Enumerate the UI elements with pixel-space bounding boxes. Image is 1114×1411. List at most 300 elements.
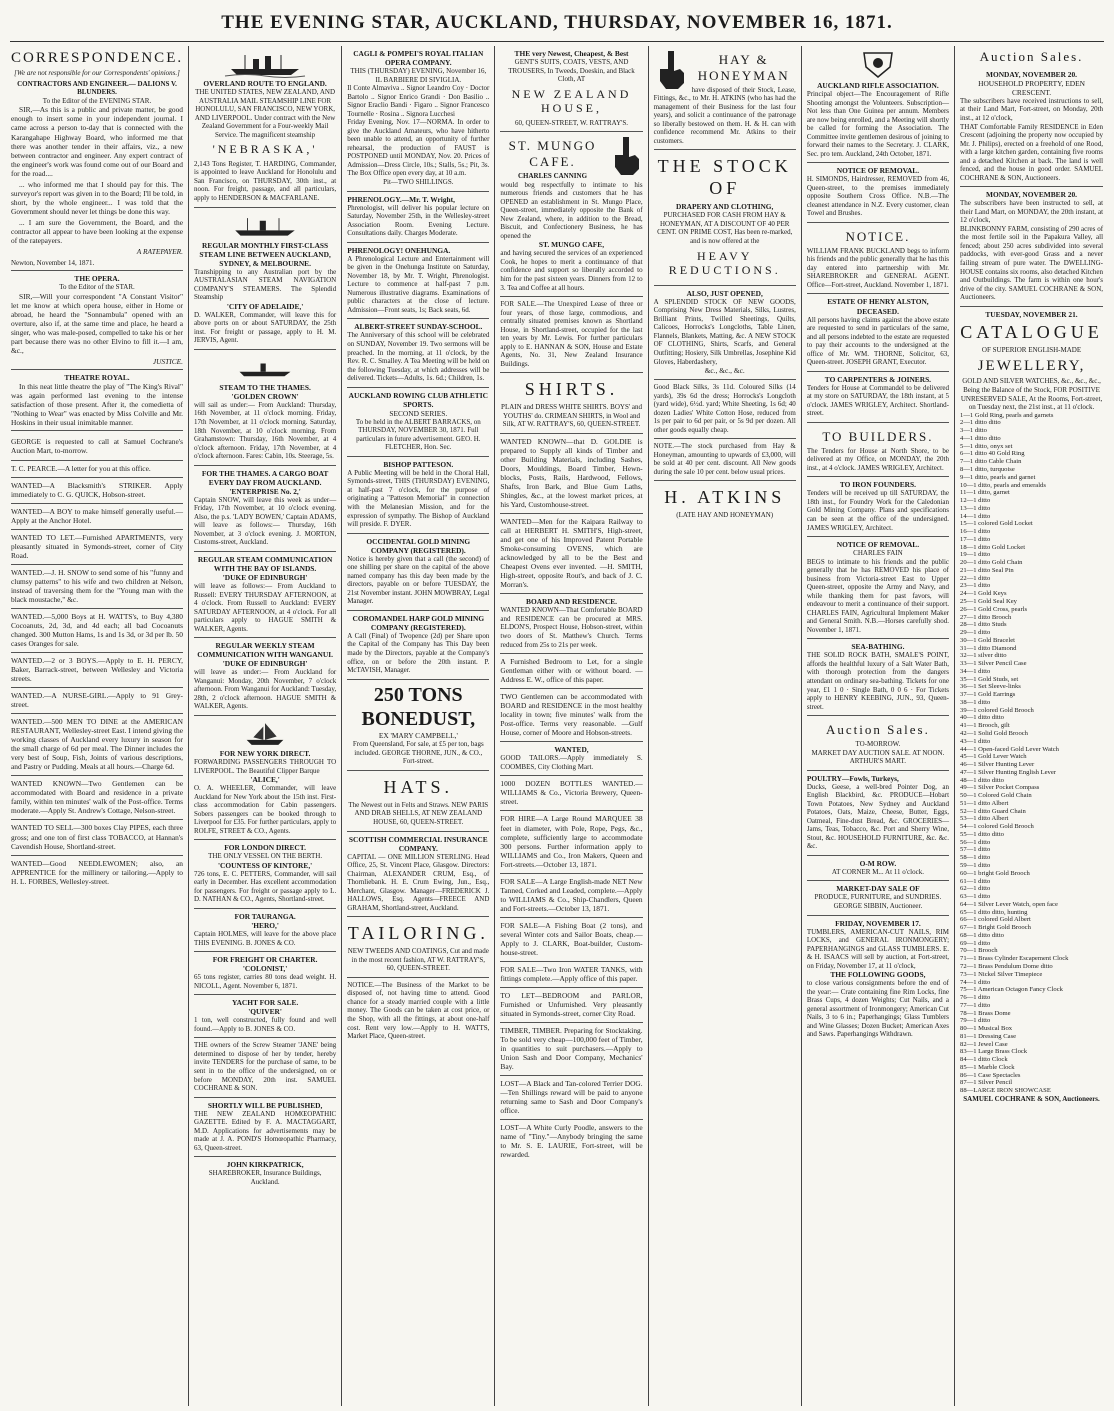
auction-ad [807,856,949,882]
lot-item: 15—1 colored Gold Locket [960,520,1033,528]
ad-title: ST. MUNGO CAFE. [508,138,597,170]
classified-ad: FOR SALE—A Fishing Boat (2 tons), and several Winter cots and Sailor Boats, cheap.—Apply to J. CLARK, Boat-builder, Custom-house-street. [500,918,642,962]
mining-ad [347,611,489,680]
ad-detail: 65 tons register, carries 80 tons dead weight. H. NICOLL, Agent. November 6, 1871. [194,973,337,990]
disclaimer: [We are not responsible for our Correspondents' opinions.] [14,69,180,78]
ad-body: THE owners of the Screw Steamer 'JANE' being determined to dispose of her by tender, hereby invite TENDERS for the purchase of same, to be sent in to the office of the undersigned, on or before MONDAY, 20th inst. SAMUEL COCHRANE & SON. [194,1041,337,1093]
ad-body: THE SOLID ROCK BATH, SMALE'S POINT, affords the healthful luxury of a Salt Water Bath, with thorough protection from the dangers attendant on ordinary sea-bathing. Tickets for one year, £1 1 0 · Single Bath, 0 0 6 · For Tickets apply to HENRY KEEBING, JUN., 93, Queen-street. [806,651,950,711]
lot-item: 53—1 ditto Albert [960,815,1009,823]
ad-detail: Captain HOLMES, will leave for the above place THIS EVENING. B. JONES & CO. [194,930,337,947]
ad-body: The Anniversary of this school will be celebrated on SUNDAY, November 19. Two sermons will be preached. In the morning, at 11 o'clock, by the Rev. R. C. Smalley. A Tea Meeting will be held on the following Tuesday, at which addresses will be delivered. Tickets—Adults, 1s. 6d.; Children, 1s. [347,331,490,383]
ship-name: 'GOLDEN CROWN' [231,391,299,401]
steamship-icon [230,213,300,239]
lot-item: 64—1 Silver Lever Watch, open face [960,900,1058,908]
lot-item: 33—1 Silver Pencil Case [960,660,1027,668]
ship-name: 'HERO,' [251,921,279,931]
lot-item: 19—1 ditto [960,551,991,559]
lecture-ad [347,243,489,320]
lot-item: 71—1 Brass Cylinder Escapement Clock [960,955,1069,963]
ad-title: HATS. [383,776,454,797]
ad-detail: Captain SNOW, will leave this week as under— Friday, 17th November, at 10 o'clock evening. Also, the p.s. 'LADY BOWEN,' Captain ADAMS, will leave as follows:— Thursday, 16th November, at 3 o'clock evening. J. MORTON, Customs-street, Auckland. [194,495,337,547]
columns [6,46,1108,1406]
store-address: 60, QUEEN-STREET, W. RATTRAY'S. [514,118,629,127]
shipping-ad [194,350,336,466]
lot-item: 46—1 Silver Hunting Lever [960,761,1035,769]
ad-detail: O. A. WHEELER, Commander, will leave Auckland for New York about the 15th inst. First-class accommodation for Cabin passengers. Sobers passengers can be booked through to Liverpool for £35. For further particulars, apply to ROLFE, STREET & CO., Agents. [194,784,337,835]
ad-title: O-M ROW. [859,858,897,868]
lot-item: 28—1 ditto Studs [960,621,1007,629]
publication-ad [194,1098,336,1158]
ad-title: REGULAR WEEKLY STEAM COMMUNICATION WITH WANGANUI. [197,641,333,660]
lot-item: 8—1 ditto, turquoise [960,465,1015,473]
ad-sub: THE FOLLOWING GOODS, [830,970,926,980]
ad-detail: will leave as follows:— From Auckland to Russell: EVERY THURSDAY AFTERNOON, at 4 o'clock. From Russell to Auckland: EVERY SATURDAY AFTERNOON, at 4 o'clock. For all particulars apply to HAGUE SMITH & WALKER, Agents. [194,582,337,633]
ship-name: 'DUKE OF EDINBURGH' [222,659,308,669]
ad-title: NOTICE OF REMOVAL. [836,166,920,176]
ad-detail: THAT Comfortable Family RESIDENCE in Eden Crescent (adjoining the property now occupied by Mr. J. Philips), erected on a freehold of one Rood, with a large kitchen garden, containing five rooms and a detached Kitchen at back. The land is well fenced, and the house in good order. SAMUEL COCHRANE & SON, Auctioneers. [960,122,1104,182]
ad-title: FOR TAURANGA. [234,912,296,921]
lot-item: 13—1 ditto [960,504,991,512]
lot-item: 87—1 Silver Pencil [960,1079,1013,1087]
ad-body: All persons having claims against the above estate are requested to send in particulars of the same, and all persons indebted to the estate are requested to pay their accounts to the undersigned at the office of Mr. WM. THORNE, Solicitor, 63, Queen-street. JOSEPH GRANT, Executor. [806,315,950,367]
lot-item: 21—1 ditto Seal Pin [960,566,1014,574]
ad-body: BEGS to intimate to his friends and the public generally that he has REMOVED his place of business from Victoria-street East to Upper Queen-street, opposite the Army and Navy, and while thanking them for past favors, will endeavour to merit a continuance of their support. CHARLES FAIN, Agricultural Implement Maker and General Smith. N.B.—Horses carefully shod. November 1, 1871. [806,557,950,634]
ad-body: Tenders for House at Cornmandel to be delivered at my store on SATURDAY, the 18th instant, at 5 o'clock. JAMES WRIGLEY, Architect. Shortland-street. [806,383,950,418]
lot-item: 47—1 Silver Hunting English Lever [960,768,1056,776]
lot-item: 35—1 Gold Studs, set [960,675,1019,683]
ad-title: BOARD AND RESIDENCE. [526,597,617,607]
ship-name: 'COLONIST,' [242,964,288,974]
lot-item: 84—1 ditto Clock [960,1056,1008,1064]
ad-title: SCOTTISH COMMERCIAL INSURANCE COMPANY. [348,834,488,853]
lot-item: 51—1 ditto Albert [960,799,1009,807]
new-goods-ad [654,286,796,380]
ad-body: THIS (THURSDAY) EVENING, November 16, IL BARBIERE DI SIVIGLIA. [350,67,487,84]
ad-body: GOOD TAILORS.—Apply immediately S. COOMBES, City Clothing Mart. [500,754,643,771]
ad-title: SEA-BATHING. [851,642,905,652]
auction-ad [960,187,1103,306]
cast-list: Il Conte Almaviva .. Signor Leandro Coy · Doctor Bartolo .. Signor Enrico Grandi · Don Basilio .. Signor Eraclio Bandi · Figaro .. Signor Francesco Tournelle · Rosina .. Signora Lucchesi [347,84,490,118]
lot-item: 65—1 ditto ditto, hunting [960,908,1028,916]
ad-title: TAILORING. [347,923,489,944]
ad-detail: and having secured the services of an experienced Cook, he hopes to merit a continuance of that confidence and support so liberally accorded to him for the past sixteen years. Dinners from 12 to 3. Tea and Coffee at all hours. [500,249,643,292]
lot-item: 25—1 Gold Seal Key [960,597,1017,605]
ad-title: CAGLI & POMPEI'S ROYAL ITALIAN OPERA COMPANY. [353,49,484,68]
classified-ad: T. C. PEARCE.—A letter for you at this office. [11,461,183,478]
board-ad [500,594,642,654]
lot-item: 37—1 Gold Earrings [960,691,1016,699]
lot-item: 9—1 ditto, pearls and garnet [960,473,1036,481]
lot-item: 49—1 Silver Pocket Compass [960,784,1040,792]
lot-item: 67—1 Bright Gold Brooch [960,924,1031,932]
classified-ad: WANTED TO SELL—300 boxes Clay PIPES, each three gross; and one ton of first class TOBACCO, at Hannan's Cavendish House, Shortland-street. [11,820,183,855]
letter2-title: THE OPERA. [74,274,120,284]
auction-ad [807,716,949,770]
column-4 [495,46,648,1406]
ad-body: The subscribers have been instructed to sell, at their Land Mart, on MONDAY, the 20th instant, at 12 o'clock, [960,199,1104,225]
letter1-signature: A RATEPAYER. [136,246,183,256]
classified-ad: LOST—A Black and Tan-colored Terrier DOG.—Ten Shillings reward will be paid to anyone returning same to Sash and Door Company's office. [500,1076,642,1120]
lot-item: 39—1 colored Gold Brooch [960,706,1034,714]
shipping-ad [194,466,336,552]
ad-body: Tenders will be received up till SATURDAY, the 18th inst., for Foundry Work for the Caledonian Gold Mining Company. Plans and specifications can be seen at the office of the undersigned. JAMES WRIGLEY, Architect. [806,489,950,532]
classified-ad: WANTED.—500 MEN TO DINE at the AMERICAN RESTAURANT, Wellesley-street East. I intend giving the working classes of Auckland every luxury in season for the small charge of 6d per meal. The Dinner includes the very best of Soup, Fish, Joints of various descriptions, and Pastry or Pudding. Meals at all hours.—Charge 6d. [11,714,183,776]
ad-body: FORWARDING PASSENGERS THROUGH TO LIVERPOOL. The Beautiful Clipper Barque [194,758,337,775]
school-ad [347,319,489,387]
lot-item: 22—1 ditto [960,574,991,582]
ad-title: NOTICE. [845,228,911,244]
signature-ad [654,481,796,523]
ad-title: HAY & HONEYMAN [697,52,790,83]
classified-ad: WANTED.—A NURSE-GIRL.—Apply to 91 Grey-street. [11,688,183,714]
pointing-hand-icon [609,135,643,177]
ad-title: SHIRTS. [524,379,619,400]
lot-item: 61—1 ditto [960,877,991,885]
lot-item: 83—1 Large Brass Clock [960,1048,1028,1056]
tender-ad [807,477,949,537]
ad-body: Phrenologist, will deliver his popular lecture on Saturday, November 25th, in the Wellesley-street Association Room. Evening Lecture. Consultations daily. Charges Moderate. [347,203,490,238]
ad-body: AT CORNER M... At 11 o'clock. [831,867,924,876]
lot-item: 17—1 ditto [960,535,991,543]
lot-item: 73—1 Nickel Silver Timepiece [960,970,1043,978]
lot-item: 6—1 ditto 40 Gold Ring [960,450,1025,458]
letter2-to: To the Editor of the STAR. [59,283,135,292]
ad-title: BISHOP PATTESON. [383,459,454,469]
lot-item: 52—1 ditto Guard Chain [960,807,1026,815]
ad-title: ESTATE OF HENRY ALSTON, DECEASED. [827,297,929,316]
ad-sub: THE ONLY VESSEL ON THE BERTH. [208,852,323,861]
ad-title: THE very Newest, Cheapest, & Best [514,49,629,58]
ad-detail: D. WALKER, Commander, will leave this for above ports on or about SATURDAY, the 25th inst. For freight or passage, apply to H. M. JERVIS, Agent. [194,310,337,345]
ad-body: The subscribers have received instructions to sell, at their Land Mart, Fort-street, on Monday, 20th inst., at 12 o'clock, [960,96,1104,123]
ad-title: YACHT FOR SALE. [231,998,299,1008]
ad-body: Ducks, Geese, a well-bred Pointer Dog, an English Blackbird, &c. PRODUCE—Hobart Town Potatoes, New Sydney and Auckland Potatoes, Oats, Maize, Cheese, Butter, Eggs, Oatmeal, Fine-dust Bread, &c. GROCERIES—Jams, Teas, Tobacco, &c. Port and Sherry Wine, Stout, &c. HOUSEHOLD FURNITURE, &c. &c. &c. [806,782,950,851]
ad-detail: 726 tons, E. C. PETTERS, Commander, will sail early in December. Has excellent accommodation for passengers. For freight or passage apply to L. D. NATHAN & CO., Agents, Shortland-street. [194,869,337,904]
ship-name: 'ENTERPRISE No. 2,' [229,486,301,496]
theatre-body: In this neat little theatre the play of "The King's Rival" was again performed last evening to the intense satisfaction of those present. After it, the comedietta of "Nothing to Wear" was enacted by Miss Colville and Mr. Hoskins in their usual inimitable manner. [11,382,183,428]
ad-title: REGULAR STEAM COMMUNICATION WITH THE BAY OF ISLANDS. [197,554,333,573]
pointing-hand-icon [654,49,688,91]
classified-ad: WANTED—Good NEEDLEWOMEN; also, an APPRENTICE for the millinery or tailoring.—Apply to H. L. FORBES, Wellesley-street. [11,858,183,886]
lot-item: 57—1 ditto [960,846,991,854]
ad-title: POULTRY—Fowls, Turkeys, [806,773,899,783]
ad-detail: BLINKBONNY FARM, consisting of 290 acres of the most fertile soil in the Papakura Valley, all fenced; about 250 acres subdivided into several paddocks, with ever-good Grass and a never failing stream of pure water. The DWELLING-HOUSE contains six rooms, also detached Kitchen and Outbuildings. The farm is within one hour's drive of the city. SAMUEL COCHRANE & SON, Auctioneers. [960,224,1104,302]
lot-item: 85—1 Marble Clock [960,1063,1015,1071]
ad-body: THE NEW ZEALAND HOMŒOPATHIC GAZETTE. Edited by F. A. MACTAGGART, M.D. Applications for advertisements may be made at J. A. POND'S Homœopathic Pharmacy, 63, Queen-street. [194,1109,337,1152]
ad-title: ALSO, JUST OPENED, [686,288,763,298]
classified-ad: WANTED.—2 or 3 BOYS.—Apply to E. H. PERCY, Baker, Barrack-street, between Wellesley and Victoria streets. [11,653,183,688]
lot-item: 18—1 ditto Gold Locket [960,543,1026,551]
ad-body: From Queensland, For sale, at £5 per ton, bags included. GEORGE THORNE, JUN., & CO., Fort-street. [352,740,484,766]
classified-ad: TWO Gentlemen can be accommodated with BOARD and RESIDENCE in the most healthy locality in town; five minutes' walk from the Post-office. Terms very reasonable. —Gulf House, corner of Moore and Hobson-streets. [500,689,642,742]
ad-sub: (LATE HAY AND HONEYMAN) [676,511,774,520]
ironmongery-ad [807,916,949,1043]
ad-body: To be held in the ALBERT BARRACKS, on THURSDAY, NOVEMBER 30, 1871. Full particulars in future advertisement. GEO. H. FLETCHER, Hon. Sec. [355,417,481,452]
lot-item: 56—1 ditto [960,838,991,846]
auction-sales-heading: Auction Sales. [979,49,1084,64]
ad-body: The Newest out in Felts and Straws. NEW PARIS AND DRAB SHELLS, AT NEW ZEALAND HOUSE, 60, QUEEN-STREET. [348,800,489,826]
tailoring-ad [347,917,489,978]
opera-ad [347,46,489,192]
lot-item: 26—1 Gold Cross, pearls [960,605,1028,613]
ad-title: OVERLAND ROUTE TO ENGLAND. [203,79,327,88]
ad-title: 250 TONS BONEDUST, [361,683,476,730]
ship-name: 'DUKE OF EDINBURGH' [222,573,308,582]
column-1 [6,46,189,1406]
lot-item: 12—1 ditto [960,497,991,505]
classified-ad: WANTED—A Blacksmith's STRIKER. Apply immediately to C. G. QUICK, Hobson-street. [11,478,183,504]
ad-body: A Public Meeting will be held in the Choral Hall, Symonds-street, THIS (THURSDAY) EVENING, at half-past 7 o'clock, for the purpose of originating a "Patteson Memorial" in connection with the Melanesian Mission, and for the expression of sympathy. The Bishop of Auckland will preside. F. DYER. [347,468,490,529]
ad-title: JOHN KIRKPATRICK, [226,1160,304,1170]
shipping-ad [194,952,336,995]
ad-title: MARKET-DAY SALE OF [836,884,920,894]
lot-item: 27—1 ditto Brooch [960,613,1012,621]
section-title: Auction Sales. [826,722,930,738]
lot-item: 80—1 Musical Box [960,1025,1013,1033]
classified-ad: A Furnished Bedroom to Let, for a single Gentleman either with or without board. —Address E. W., office of this paper. [500,654,642,689]
lot-item: 2—1 ditto ditto [960,419,1001,427]
column-7 [955,46,1108,1406]
classified-ad: WANTED TO LET.—Furnished APARTMENTS, very pleasantly situated in Symonds-street, corner of City Road. [11,530,183,565]
classified-ad: TO LET—BEDROOM and PARLOR, Furnished or Unfurnished. Very pleasantly situated in Symonds-street, corner City Road. [500,988,642,1023]
lot-item: 24—1 Gold Keys [960,590,1007,598]
lot-item: 43—1 ditto [960,737,991,745]
tender-ad [807,423,949,477]
ad-sub: HOUSEHOLD PROPERTY, EDEN CRESCENT. [978,78,1085,97]
ad-sub: ST. MUNGO CAFE, [538,240,605,250]
lot-item: 11—1 ditto, garnet [960,489,1010,497]
ad-body: A SPLENDID STOCK OF NEW GOODS, Comprising New Dress Materials, Silks, Lustres, Brilliant Prints, Twilled Sheetings, Quilts, Calicoes, Horrocks's Longcloths, Table Linen, Flannels, Blankets, Matting, &c. A NEW STOCK OF CLOTHING, Shirts, Scarfs, and General Outfitting; Hosiery, Silk Umbrellas, Josephine Kid Gloves, Haberdashery, [653,297,796,366]
letter1-paragraph: ... who informed me that I should pay for this. The surveyor's report was given in to the Board; I'll be told, in short, by the whole engineer... I was told that the Government should never let things be done this way. [11,179,183,216]
lot-item: 63—1 ditto [960,893,991,901]
classified-ad: LOST—A White Curly Poodle, answers to the name of "Tiny."—Anybody bringing the same to Mr. S. E. LAURIE, Fort-street, will be rewarded. [500,1123,643,1160]
shipping-ad [194,840,336,909]
letter1-title: CONTRACTORS AND ENGINEER.— DALIONS V. BLUNDERS. [17,79,177,97]
ad-body: TUMBLERS, AMERICAN-CUT NAILS, RIM LOCKS, and GENERAL IRONMONGERY; PAPERHANGINGS and GLASS TUMBLERS. E. & H. ISAACS will sell by auction, at Fort-street, on Friday, November 17, at 11 o'clock, [806,927,950,970]
ad-body: Notice is hereby given that a call (the second) of one shilling per share on the capital of the above named company has this day been made by the directors, payable on or before TUESDAY, the 21st November instant. JOHN MOWBRAY, Legal Manager. [347,554,490,606]
lot-item: 16—1 ditto [960,528,991,536]
classified-ad: WANTED KNOWN—Two Gentlemen can be accommodated with Board and residence in a private family, within ten minutes' walk of the Post-office. Terms moderate.—Apply St. Andrew's Cottage, Nelson-street. [11,776,183,820]
ad-title: TO IRON FOUNDERS. [839,480,916,490]
lot-item: 70—1 Brooch [960,947,998,955]
ad-sub: OF SUPERIOR ENGLISH-MADE [981,345,1082,354]
lot-item: 40—1 ditto ditto [960,714,1004,722]
crest-icon [860,49,896,79]
correspondence-heading: CORRESPONDENCE. [11,50,184,66]
ad-title: STEAM TO THE THAMES. [219,382,311,392]
lot-item: 30—1 Gold Bracelet [960,636,1015,644]
ad-detail: will sail as under:— From Auckland: Thursday, 16th November, at 11 o'clock morning. Friday, 17th November, at 11 o'clock morning. Saturday, 18th November, at 10 o'clock morning. From Grahamstown: Thursday, 16th November, at 4 o'clock afternoon. Friday, 17th November, at 4 o'clock afternoon. Fares: Cabin, 10s. Steerage, 5s. [194,400,337,461]
sports-ad [347,388,489,457]
lot-item: 50—1 Colored Gold Chain [960,792,1032,800]
letter1-paragraph: SIR,—As this is a public and private matter, be good enough to insert some in your independent journal. I came across a person to-day that is connected with the Karangahape Highway Board, who informed me that there was another tender in their affairs, viz., a new between contractor and engineer. Any expert contract of the engineer's work was found come out of our Board and for the road.... [11,105,183,178]
lot-item: 23—1 ditto [960,582,991,590]
ad-sub: Pit—TWO SHILLINGS. [383,177,454,186]
ad-title: FOR FREIGHT OR CHARTER. [212,955,318,965]
ad-body: Transhipping to any Australian port by the AUSTRALASIAN STEAM NAVIGATION COMPANY'S STEAMERS. The Splendid Steamship [194,267,337,302]
ad-detail: Friday Evening, Nov. 17—NORMA. In order to give the Auckland Amateurs, who have hitherto been unable to attend, an opportunity of further rehearsal, the production of FAUST is POSTPONED until MONDAY, Nov. 20. Prices of Admission—Dress Circle, 10s.; Stalls, 5s.; Pit, 3s. The Box Office open every day, at 10 a.m. [347,118,490,178]
lot-list [960,412,1103,1095]
ad-body: PURCHASED FOR CASH FROM HAY & HONEYMAN, AT A DISCOUNT OF 40 PER CENT. ON PRIME COST, Has been re-marked, and is now offered at the [657,211,793,245]
ad-detail: 2,143 Tons Register, T. HARDING, Commander, is appointed to leave Auckland for Honolulu and San Francisco, on THURSDAY, 30th inst., at noon. For freight, passage, and all particulars, apply to HENDERSON & MACFARLANE. [194,159,337,202]
ad-body: would beg respectfully to intimate to his numerous friends and customers that he has OPENED an establishment in St. Mungo Place, Queen-street, immediately opposite the Bank of New Zealand, where, in addition to the Bread, Biscuit, and Confectionery Business, he has opened the [500,180,643,240]
lot-item: 81—1 Dressing Case [960,1032,1017,1040]
insurance-ad [347,832,489,918]
shipping-ad [194,909,336,952]
cafe-ad [500,132,642,297]
ad-title: REGULAR MONTHLY FIRST-CLASS STEAM LINE BETWEEN AUCKLAND, SYDNEY, & MELBOURNE. [199,240,331,268]
ad-body: WANTED KNOWN—That Comfortable BOARD and RESIDENCE can be procured at MRS. ELDON'S, Prospect House, Hobson-street, within two doors of St. Matthew's Church. Terms reduced from 25s to 21s per week. [500,606,643,649]
ad-title: SHORTLY WILL BE PUBLISHED, [207,1100,323,1110]
lot-item: 77—1 ditto [960,1001,991,1009]
lot-item: 45—1 Gold Lever Watch [960,753,1027,761]
classified-ad: TIMBER, TIMBER. Preparing for Stocktaking. To be sold very cheap—100,000 feet of Timber, in quantities to suit purchasers.—Apply to Union Sash and Door Company, Mechanics' Bay. [500,1023,642,1076]
theatre-title: THEATRE ROYAL. [64,373,130,383]
ad-sub: TO-MORROW. [855,739,901,748]
lot-item: 41—1 Brooch, gilt [960,722,1010,730]
classified-ad: WANTED—A BOY to make himself generally useful.—Apply at the Anchor Hotel. [11,504,183,530]
ad-sub: EX 'MARY CAMPBELL,' [378,731,458,741]
lot-item: 48—1 ditto ditto [960,776,1004,784]
sailing-ship-icon [240,721,290,747]
lot-item: 79—1 ditto [960,1017,991,1025]
classified-ad: FOR HIRE—A Large Round MARQUEE 38 feet in diameter, with Pole, Rope, Pegs, &c., complete, sufficiently large to accommodate 300 persons. Further information apply to WILLIAMS and Co., Iron Makers, Queen and Fort-streets.—October 13, 1871. [500,811,642,873]
lot-item: 82—1 Jewel Case [960,1040,1008,1048]
lot-item: 31—1 ditto Diamond [960,644,1017,652]
ad-signature: SAMUEL COCHRANE & SON, Auctioneers. [963,1094,1100,1103]
lot-item: 58—1 ditto [960,854,991,862]
lot-item: 60—1 bright Gold Brooch [960,869,1030,877]
stock-ad [654,150,796,285]
lot-item: 78—1 Brass Dome [960,1009,1011,1017]
shipping-ad [194,638,336,716]
lot-item: 72—1 Brass Pendulum Dome ditto [960,962,1053,970]
ad-body: WILLIAM FRANK BUCKLAND begs to inform his friends and the public generally that he has this day entered into partnership with Mr. SHAREBROKER and GENERAL AGENT. Office—Fort-street, Auckland. November 1, 1871. [806,246,950,289]
owner-name: CHARLES FAIN [853,549,903,558]
ad-title: MONDAY, NOVEMBER 20. [986,190,1078,200]
ad-title: H. ATKINS [664,487,786,508]
letter1-date: Newton, November 14, 1871. [11,258,95,267]
ad-detail: to close various consignments before the end of the year:— Crate containing fine Rim Locks, fine Brass Cups, 4 dozen Weights; Cut Nails, and a general assortment of Ironmongery; American Cut Nails, 3 to 6 in.; Paperhangings; Glass Tumblers and Wine Glasses; Dozen Bucket; American Axes and Saws. Paperhangings Withdrawn. [806,979,950,1039]
owner-name: CHARLES CANNING [517,172,588,181]
ad-body: The Tenders for House at North Shore, to be delivered at my Office, on MONDAY, the 20th inst., at 4 o'clock. JAMES WRIGLEY, Architect. [806,446,950,472]
lot-item: 66—1 colored Gold Albert [960,916,1031,924]
tender-ad [194,1038,336,1097]
hats-ad [347,771,489,832]
rifle-association-ad [807,46,949,163]
ad-body: Principal object—The Encouragement of Rifle Shooting amongst the Volunteers. Subscription—Not less than One Guinea per annum. Members are now being enrolled, and a Meeting will shortly be called for forming the Association. The Committee invite gentlemen desirous of joining to forward their names to the Secretary. J. CLARK, Sec. pro tem. Auckland, 24th October, 1871. [806,90,950,158]
ad-body: Good Black Silks, 3s 11d. Coloured Silks (14 yards), 39s 6d the dress; Horrocks's Longcloth (yard wide), 6½d. yard; White Sheeting, 1s 6d; 40 dozen Ladies' White Cotton Hose, reduced from 1s per pair to 6d per pair, or 5s 9d per dozen. All other goods equally cheap. [653,383,796,434]
lot-item: 29—1 ditto [960,629,991,637]
letter2-body: SIR,—Will your correspondent "A Constant Visitor" let me know at which opera house, either in Home or abroad, he heard the "Sonnambula" opened with an overture, also if, at the same time and place, he heard a singer, who was male-posed, compelled to take his or her part because there was no other Elvino to fill it.—I am, &c., [11,292,183,356]
poultry-ad [807,771,949,856]
jewellery-heading: JEWELLERY, [977,358,1086,375]
market-day-ad [807,881,949,915]
lot-item: 14—1 ditto [960,512,991,520]
lot-item: 20—1 ditto Gold Chain [960,559,1023,567]
lot-item: 74—1 ditto [960,978,991,986]
auction-ad [960,67,1103,187]
lot-item: 59—1 ditto [960,862,991,870]
jewellery-catalogue [960,307,1103,1108]
lot-item: 7—1 ditto Cable Chain [960,458,1022,466]
ad-title: TUESDAY, NOVEMBER 21. [985,309,1078,319]
ad-title: FRIDAY, NOVEMBER 17. [835,918,921,928]
ship-name: 'CITY OF ADELAIDE,' [226,301,304,311]
ad-title: AUCKLAND RIFLE ASSOCIATION. [817,81,939,90]
ad-title: FOR LONDON DIRECT. [224,843,306,853]
ad-body: GENT'S SUITS, COATS, VESTS, AND TROUSERS, In Tweeds, Doeskin, and Black Cloth, AT [508,58,635,84]
shipping-ad [194,208,336,350]
lot-item: 38—1 ditto [960,698,991,706]
lot-item: 1—1 Gold Ring, pearls and garnets [960,411,1054,419]
letter1-paragraph: ... I am sure the Government, the Board, and the contractor all appear to have been looking at the expense of the ratepayers. [11,217,183,245]
masthead: THE EVENING STAR, AUCKLAND, THURSDAY, NOVEMBER 16, 1871. [10,8,1104,42]
classified-ad: WANTED—Men for the Kaipara Railway to call at HERBERT H. SMITH'S, High-street, and get one of his Improved Patent Portable Smoke-consuming OVENS, which are acknowledged by all to be the Best and Cheapest Ovens ever invented. —H. SMITH, High-street, opposite Rout's, and back of J. C. Morran's. [500,514,642,594]
lot-item: 88—LARGE IRON SHOWCASE [960,1087,1051,1095]
lot-item: 5—1 ditto, onyx set [960,442,1013,450]
classified-ad: WANTED.—J. H. SNOW to send some of his "funny and clumsy patterns" to his wife and two children at Nelson, instead of traversing them for the "Young man with the black moustache," &c. [11,565,183,609]
lot-item: 62—1 ditto [960,885,991,893]
ad-detail: 1 ton, well constructed, fully found and well found.—Apply to B. JONES & CO. [194,1016,337,1033]
letter2-signature: JUSTICE. [152,357,183,367]
ad-title: FOR THE THAMES. A CARGO BOAT EVERY DAY FROM AUCKLAND. [201,468,329,487]
ad-body: NEW TWEEDS AND COATINGS, Cut and made in the most recent fashion, AT W. RATTRAY'S, 60, QUEEN-STREET. [347,947,489,973]
lot-item: 36—1 Set Sleeve-links [960,683,1021,691]
ad-body: MARKET DAY AUCTION SALE. AT NOON. ARTHUR'S MART. [811,748,945,766]
lot-item: 69—1 ditto [960,939,991,947]
ad-body: NOTICE.—The Business of the Market to be disposed of, not having time to attend. Good chance for a steady married couple with a little money. The Goods can be taken at cost price, or the Shop, with all the fittings, at about one-half cost. Rent very low.—Apply to H. WATTS, Market Place, Queen-street. [347,980,490,1041]
ship-name: 'QUIVER' [248,1007,282,1017]
column-3 [342,46,495,1406]
ad-title: THE STOCK OF [657,156,792,199]
shipping-ad [194,995,336,1038]
column-5 [649,46,802,1406]
classified-ad: GEORGE is requested to call at Samuel Cochrane's Auction Mart, to-morrow. [11,434,183,460]
ad-body: A Phrenological Lecture and Entertainment will be given in the Onehunga Institute on Saturday, November 18, by Mr. T. Wright, Phrenologist. Lecture to commence at half-past 7 p.m. Numerous illustrative diagrams. Examinations of public characters at the close of lecture. Admission—Front seats, 1s; Back seats, 6d. [347,254,490,314]
lot-item: 75—1 American Octagon Fancy Clock [960,986,1063,994]
lot-item: 32—1 silver ditto [960,652,1007,660]
lot-item: 54—1 colored Gold Brooch [960,823,1034,831]
notice-ad [807,223,949,295]
ad-title: FOR NEW YORK DIRECT. [219,748,311,758]
lot-item: 76—1 ditto [960,994,991,1002]
ad-title: ALBERT-STREET SUNDAY-SCHOOL. [354,322,483,332]
lease-ad [500,297,642,373]
ad-body: H. SIMONDS, Hairdresser, REMOVED from 46, Queen-street, to the premises immediately opposite Southern Cross Office. N.B.—The cleanest attendance in N.Z. Every customer, clean Towel and Brushes. [806,175,950,218]
shipping-ad [194,716,336,840]
ad-body: have disposed of their Stock, Lease, Fittings, &c., to Mr. H. ATKINS (who has had the management of their Business for the last four years), and solicit a continuance of the patronage so liberally bestowed on them. H. & H. can with confidence recommend Mr. Atkins to their customers. [653,85,796,145]
catalogue-heading: CATALOGUE [960,321,1103,342]
ad-title: TO CARPENTERS & JOINERS. [824,374,932,384]
lot-item: 3—1 ditto [960,427,987,435]
tender-ad [807,372,949,423]
bathing-ad [807,639,949,716]
ad-title: OCCIDENTAL GOLD MINING COMPANY (REGISTERED). [366,536,471,555]
ad-body: PLAIN and DRESS WHITE SHIRTS. BOYS' and YOUTHS' do. CRIMEAN SHIRTS, in Wool and Silk, AT W. RATTRAY'S, 60, QUEEN-STREET. [501,403,642,429]
estate-ad [807,294,949,371]
note-ad [654,439,796,481]
ad-highlight: HEAVY REDUCTIONS. [668,248,781,278]
broker-ad [194,1157,336,1190]
lot-item: 34—1 ditto [960,667,991,675]
meeting-ad [347,457,489,534]
shipping-ad [194,46,336,208]
lot-item: 68—1 ditto ditto [960,931,1004,939]
removal-ad [807,163,949,223]
store-name: NEW ZEALAND HOUSE, [511,86,632,116]
ad-title: COROMANDEL HARP GOLD MINING COMPANY (REGISTERED). [352,613,485,632]
